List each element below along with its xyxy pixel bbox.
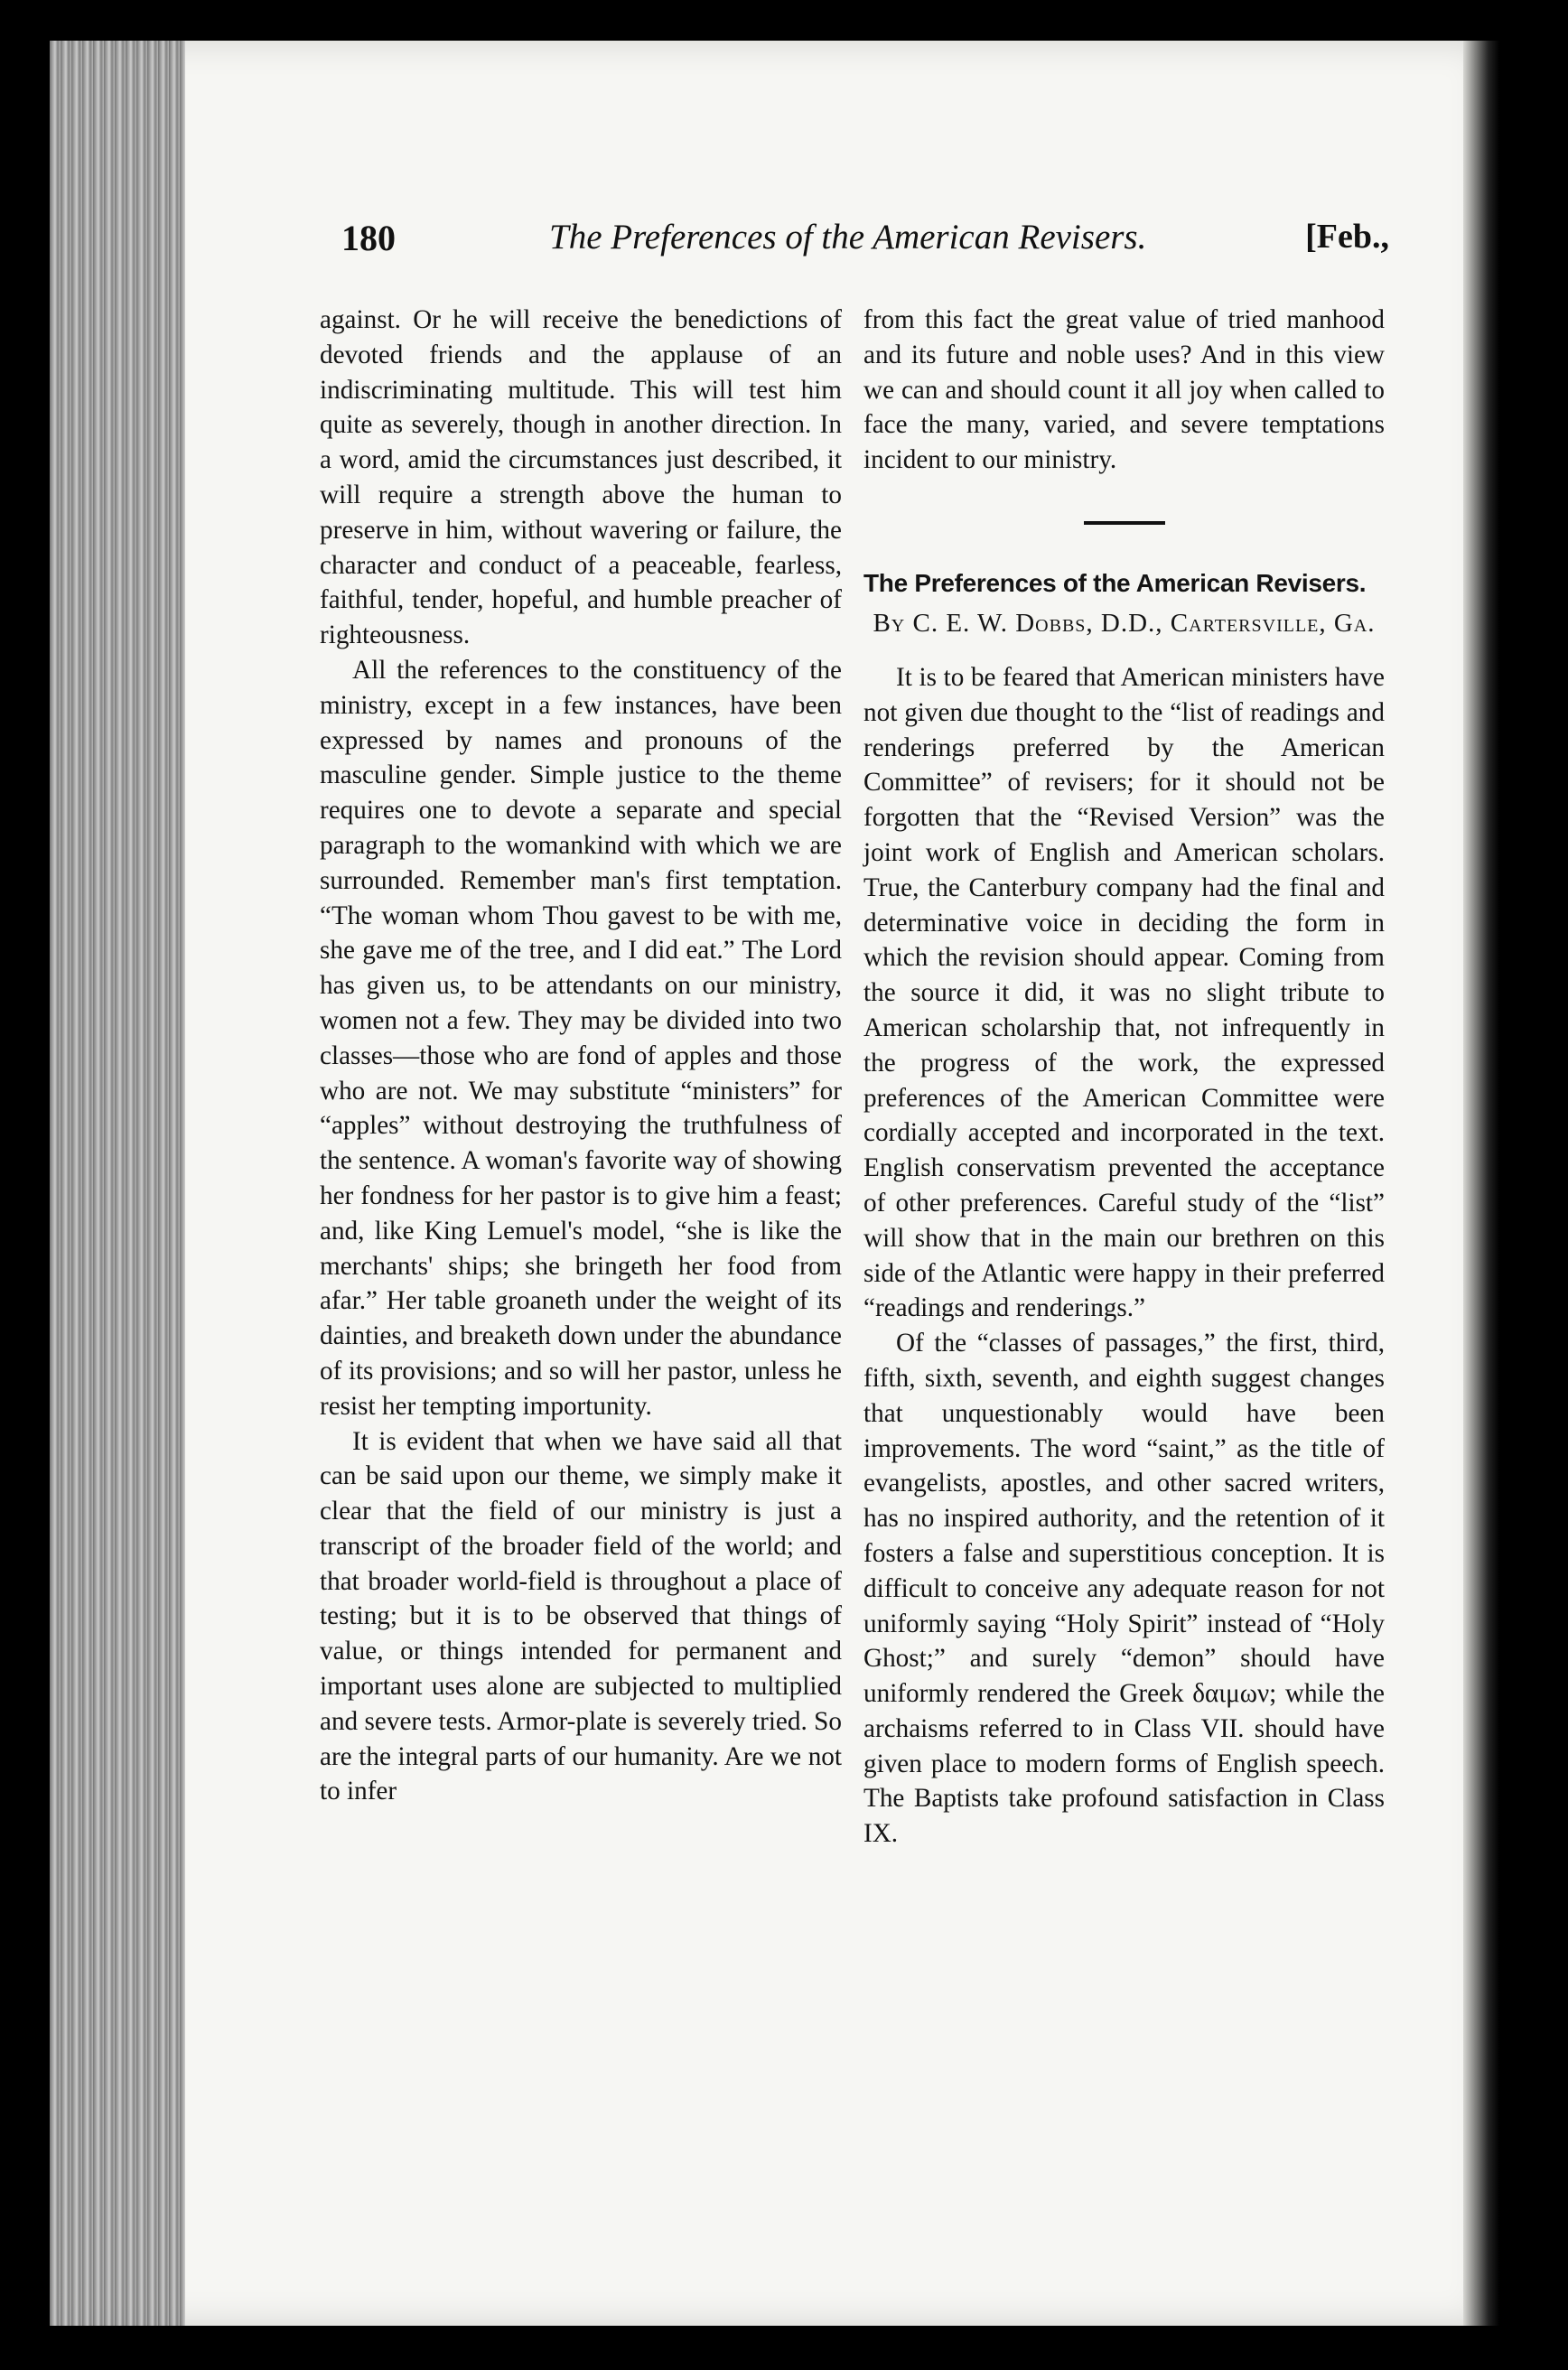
left-paragraph-1: against. Or he will receive the benedictions of devoted friends and the applause of an indiscriminating multitude. This will test him quite as severely, though in another direction. In a word, amid the circumstances just described, it will require a strength above the human to preserve in him, without wavering or failure, the character and conduct of a peaceable, fearless, faithful, tender, hopeful, and humble preacher of righteousness. — [320, 305, 842, 650]
right-paragraph-2: Of the “classes of passages,” the first, third, fifth, sixth, seventh, and eighth suggest changes that unquestionably would have been improvements. The word “saint,” as the title of evangelists, apostles, and other sacred writers, has no inspired authority, and the retention of it fosters a false and superstitious conception. It is difficult to conceive any adequate reason for not uniformly saying “Holy Spirit” instead of “Holy Ghost;” and surely “demon” should have uniformly rendered the Greek δαιμων; while the archaisms referred to in Class VII. should have given place to modern forms of English speech. The Baptists take profound satisfaction in Class IX. — [863, 1329, 1385, 1849]
running-title: The Preferences of the American Revisers. — [549, 218, 1147, 257]
running-month: [Feb., — [1305, 218, 1389, 256]
book-gutter — [1463, 41, 1499, 2326]
page-number: 180 — [341, 218, 396, 258]
right-continuation: from this fact the great value of tried manhood and its future and noble uses? And in this view we can and should count it all joy when called to face the many, varied, and severe temptations incident to our ministry. — [863, 305, 1385, 475]
running-head — [341, 217, 1389, 280]
left-paragraph-2: All the references to the constituency of the ministry, except in a few instances, have been expressed by names and pronouns of the masculine gender. Simple justice to the theme requires one to devote a separate and special paragraph to the womankind with which we are surrounded. Remember man's first temptation. “The woman whom Thou gavest to be with me, she gave me of the tree, and I did eat.” The Lord has given us, to be attendants on our ministry, women not a few. They may be divided into two classes—those who are fond of apples and those who are not. We may substitute “ministers” for “apples” without destroying the truthfulness of the sentence. A woman's favorite way of showing her fondness for her pastor is to give him a feast; and, like King Lemuel's model, “she is like the merchants' ships; she bringeth her food from afar.” Her table groaneth under the weight of its dainties, and breaketh down under the abundance of its provisions; and so will her pastor, unless he resist her tempting importunity. — [320, 655, 842, 1421]
left-column — [320, 303, 842, 1809]
section-separator — [1084, 521, 1165, 525]
right-paragraph-1: It is to be feared that American ministers have not given due thought to the “list of readings and renderings preferred by the American Committee” of revisers; for it should not be forgotten that the “Revised Version” was the joint work of English and American scholars. True, the Canterbury company had the final and determinative voice in deciding the form in which the revision should appear. Coming from the source it did, it was no slight tribute to American scholarship that, not infrequently in the progress of the work, the expressed preferences of the American Committee were cordially accepted and incorporated in the text. English conservatism prevented the acceptance of other preferences. Careful study of the “list” will show that in the main our brethren on this side of the Atlantic were happy in their preferred “readings and renderings.” — [863, 662, 1385, 1323]
left-paragraph-3: It is evident that when we have said all that can be said upon our theme, we simply make it clear that the field of our ministry is just a transcript of the broader field of the world; and that broader world-field is throughout a place of testing; but it is to be observed that things of value, or things intended for permanent and important uses alone are subjected to multiplied and severe tests. Armor-plate is severely tried. So are the integral parts of our humanity. Are we not to infer — [320, 1426, 842, 1806]
right-column — [863, 303, 1385, 1852]
article-byline: By C. E. W. Dobbs, D.D., Cartersville, Ga. — [873, 608, 1376, 638]
article-title: The Preferences of the American Revisers. — [863, 568, 1367, 597]
page-edges — [50, 41, 185, 2326]
